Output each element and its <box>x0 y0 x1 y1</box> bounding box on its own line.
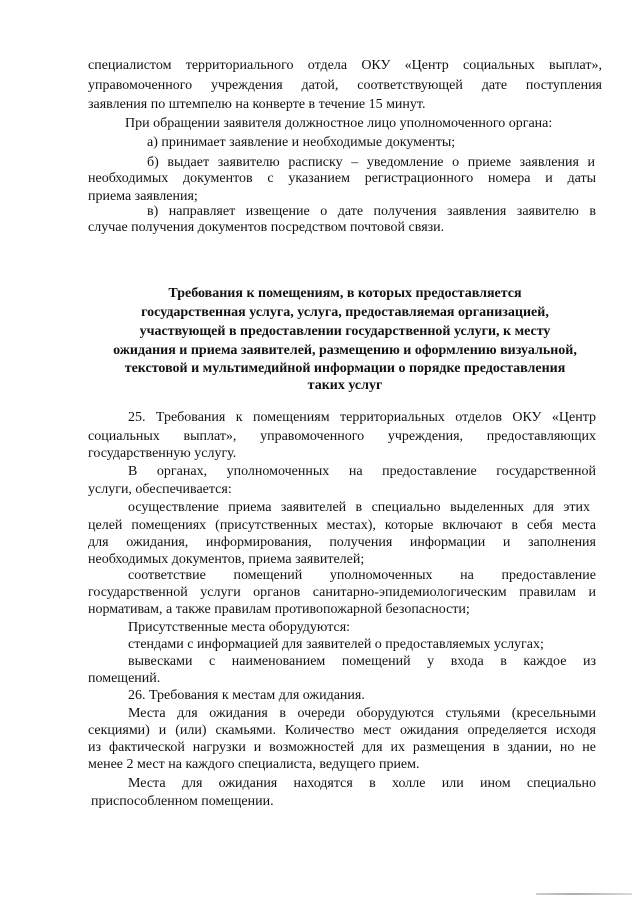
text-line: социальных выплат», управомоченного учреждения, предоставляющих <box>88 429 596 444</box>
text-line: заявления по штемпелю на конверте в течение 15 минут. <box>88 97 426 112</box>
text-line: стендами с информацией для заявителей о предоставляемых услугах; <box>128 637 544 652</box>
text-line: 26. Требования к местам для ожидания. <box>128 688 365 703</box>
text-line: вывесками с наименованием помещений у входа в каждое из <box>128 654 596 669</box>
section-heading-line: государственная услуга, услуга, предоставляемая организацией, <box>141 305 549 320</box>
text-line: В органах, уполномоченных на предоставление государственной <box>128 464 596 479</box>
text-line: приспособленном помещении. <box>91 794 274 809</box>
text-line: управомоченного учреждения датой, соответствующей дате поступления <box>88 78 602 93</box>
text-line: необходимых документов с указанием регистрационного номера и даты <box>88 171 596 186</box>
text-line: Места для ожидания находятся в холле или ином специально <box>128 776 596 791</box>
text-line: приема заявления; <box>88 189 198 204</box>
text-line: менее 2 мест на каждого специалиста, ведущего прием. <box>88 757 420 772</box>
text-line: в) направляет извещение о дате получения заявления заявителю в <box>147 204 596 219</box>
text-line: государственной услуги органов санитарно-эпидемиологическим правилам и <box>88 585 596 600</box>
section-heading-line: текстовой и мультимедийной информации о порядке предоставления <box>124 361 566 376</box>
text-line: При обращении заявителя должностное лицо уполномоченного органа: <box>125 116 553 131</box>
text-line: Присутственные места оборудуются: <box>128 620 351 635</box>
text-line: 25. Требования к помещениям территориальных отделов ОКУ «Центр <box>128 410 596 425</box>
text-line: соответствие помещений уполномоченных на предоставление <box>128 568 596 583</box>
text-line: целей помещениях (присутственных местах), которые включают в себя места <box>88 518 596 533</box>
text-line: случае получения документов посредством почтовой связи. <box>88 220 445 235</box>
text-line: государственную услугу. <box>88 446 237 461</box>
text-line: секциями) и (или) скамьями. Количество мест ожидания определяется исходя <box>88 723 596 738</box>
text-line: осуществление приема заявителей в специально выделенных для этих <box>128 500 590 515</box>
text-line: для ожидания, информирования, получения информации и заполнения <box>88 535 596 550</box>
section-heading-line: ожидания и приема заявителей, размещению и оформлению визуальной, <box>113 343 577 358</box>
scan-artifact <box>536 893 632 895</box>
section-heading-line: таких услуг <box>307 378 383 393</box>
text-line: нормативам, а также правилам противопожарной безопасности; <box>88 602 470 617</box>
text-line: помещений. <box>88 671 161 686</box>
text-line: необходимых документов, приема заявителей; <box>88 552 365 567</box>
text-line: б) выдает заявителю расписку – уведомление о приеме заявления и <box>147 155 595 170</box>
text-line: специалистом территориального отдела ОКУ «Центр социальных выплат», <box>88 58 602 73</box>
text-line: из фактической нагрузки и возможностей для их размещения в здании, но не <box>88 740 596 755</box>
section-heading-line: участвующей в предоставлении государственной услуги, к месту <box>139 324 551 339</box>
text-line: Места для ожидания в очереди оборудуются стульями (кресельными <box>128 706 596 721</box>
section-heading-line: Требования к помещениям, в которых предоставляется <box>168 286 522 301</box>
text-line: а) принимает заявление и необходимые документы; <box>147 135 456 150</box>
text-line: услуги, обеспечивается: <box>88 482 232 497</box>
